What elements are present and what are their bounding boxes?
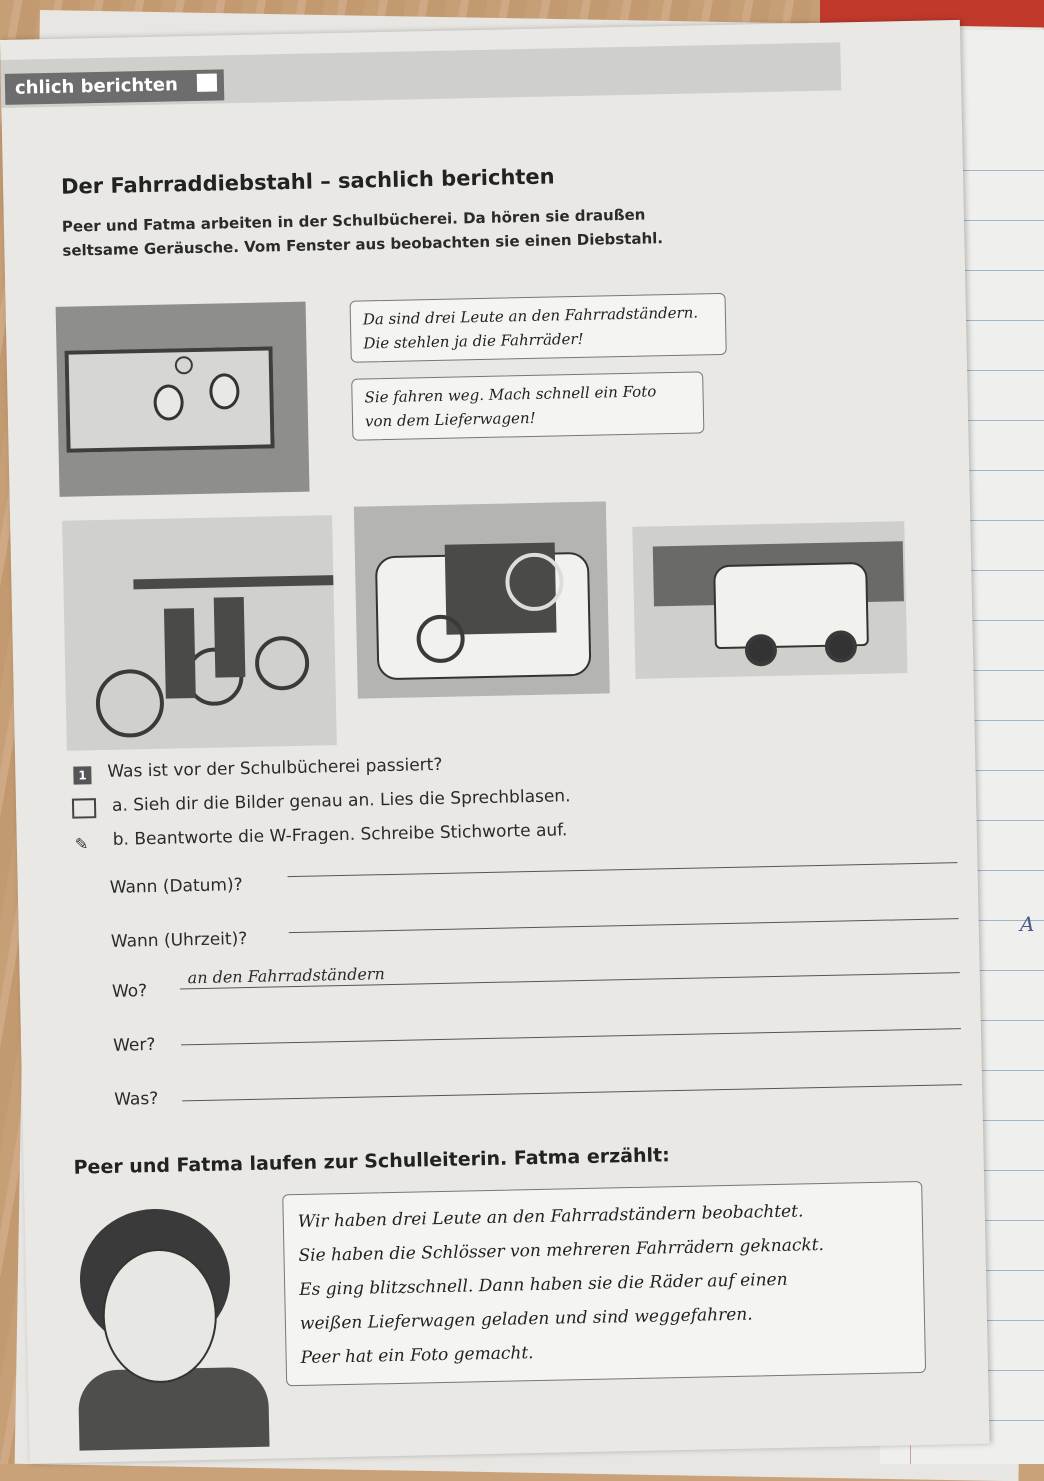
library-window-illustration (56, 302, 310, 497)
speech-bubble-peer (350, 293, 727, 363)
question-wer: Wer? (112, 1034, 156, 1056)
fatma-portrait (65, 1207, 270, 1441)
read-icon (72, 798, 96, 818)
answer-line-was (182, 1084, 962, 1101)
question-was: Was? (114, 1088, 159, 1110)
answer-wo: an den Fahrradständern (187, 964, 385, 988)
report-line-3: Es ging blitzschnell. Dann haben sie die Räder auf einen (299, 1269, 788, 1301)
handwritten-margin-mark: A (1020, 912, 1035, 936)
answer-line-uhrzeit (289, 918, 959, 933)
report-line-4: weißen Lieferwagen geladen und sind weggefahren. (299, 1304, 753, 1334)
intro-line-1: Peer und Fatma arbeiten in der Schulbücherei. Da hören sie draußen (61, 205, 646, 236)
task-question: Was ist vor der Schulbücherei passiert? (107, 754, 443, 782)
fatma-report-bubble (282, 1181, 926, 1386)
bike-rack-theft-illustration (62, 515, 337, 751)
speech-bubble-fatma (351, 371, 704, 440)
worksheet-title: Der Fahrraddiebstahl – sachlich berichten (60, 164, 555, 199)
banner-label: chlich berichten (5, 69, 224, 105)
report-line-5: Peer hat ein Foto gemacht. (300, 1343, 534, 1368)
question-wann-datum: Wann (Datum)? (109, 875, 243, 898)
intro-text (62, 200, 783, 263)
worksheet-page (0, 20, 990, 1464)
pencil-icon: ✎ (74, 834, 89, 854)
bubble-2-line-1: Sie fahren weg. Mach schnell ein Foto (364, 382, 657, 407)
bubble-1-line-2: Die stehlen ja die Fahrräder! (363, 329, 584, 353)
answer-line-datum (288, 862, 958, 877)
report-line-1: Wir haben drei Leute an den Fahrradständern beobachtet. (297, 1201, 804, 1233)
task-instruction-b: b. Beantworte die W-Fragen. Schreibe Stichworte auf. (112, 820, 568, 850)
task-number-badge: 1 (73, 766, 91, 784)
section-2-heading: Peer und Fatma laufen zur Schulleiterin. Fatma erzählt: (73, 1144, 670, 1179)
bubble-2-line-2: von dem Lieferwagen! (364, 408, 536, 431)
task-instruction-a: a. Sieh dir die Bilder genau an. Lies die Sprechblasen. (111, 786, 571, 816)
question-wann-uhrzeit: Wann (Uhrzeit)? (110, 929, 248, 952)
question-wo: Wo? (111, 981, 148, 1002)
white-van-illustration (632, 521, 907, 679)
intro-line-2: seltsame Geräusche. Vom Fenster aus beobachten sie einen Diebstahl. (62, 229, 664, 260)
book-icon (197, 73, 217, 91)
car-loading-bikes-illustration (354, 501, 610, 698)
report-line-2: Sie haben die Schlösser von mehreren Fahrrädern geknackt. (298, 1235, 825, 1267)
bubble-1-line-1: Da sind drei Leute an den Fahrradständern. (362, 303, 699, 329)
answer-line-wer (181, 1028, 961, 1045)
